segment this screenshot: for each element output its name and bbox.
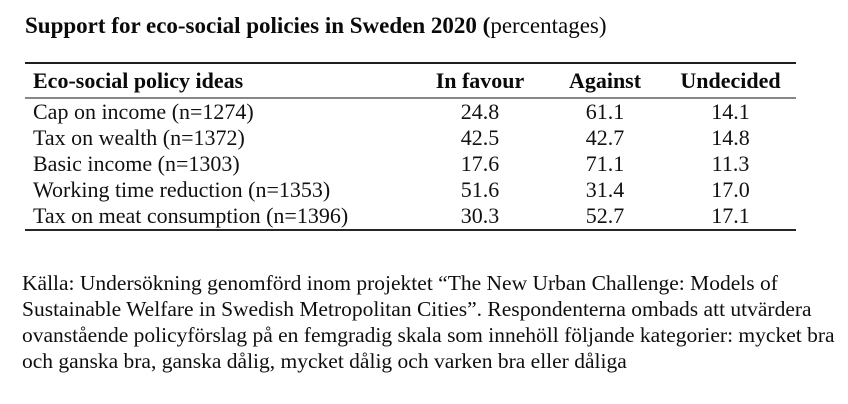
column-header-policy-ideas: Eco-social policy ideas	[25, 63, 415, 98]
undecided-value: 14.8	[711, 125, 750, 150]
source-note-line: ovanstående policyförslag på en femgradig skala som innehöll följande kategorier: mycket bra	[22, 323, 835, 347]
against-value: 52.7	[585, 203, 625, 228]
policy-label: Basic income (n=1303)	[33, 151, 240, 176]
column-header-in-favour: In favour	[415, 63, 545, 98]
against-value: 42.7	[585, 125, 625, 150]
source-note-line: Källa: Undersökning genomförd inom projektet “The New Urban Challenge: Models of	[22, 271, 778, 295]
table-header-row	[25, 63, 796, 98]
source-note	[0, 231, 848, 374]
undecided-value: 11.3	[711, 151, 750, 176]
undecided-value: 17.0	[711, 177, 750, 202]
table-row-working-time-reduction	[25, 177, 796, 203]
table-row-basic-income	[25, 151, 796, 177]
against-value: 31.4	[585, 177, 625, 202]
table-title	[0, 0, 848, 41]
table-row-cap-on-income	[25, 98, 796, 125]
policy-support-table	[25, 62, 796, 231]
source-note-line: och ganska bra, ganska dålig, mycket dålig och varken bra eller dåliga	[22, 349, 627, 373]
policy-label: Working time reduction (n=1353)	[33, 177, 331, 202]
policy-label: Tax on wealth (n=1372)	[33, 125, 245, 150]
undecided-value: 14.1	[711, 99, 750, 124]
table-row-tax-on-meat-consumption	[25, 203, 796, 230]
policy-label: Cap on income (n=1274)	[33, 99, 254, 124]
undecided-value: 17.1	[711, 203, 750, 228]
against-value: 61.1	[585, 99, 625, 124]
column-header-against: Against	[545, 63, 665, 98]
in-favour-value: 30.3	[460, 203, 500, 228]
title-regular-text: percentages)	[490, 13, 607, 38]
column-header-undecided: Undecided	[665, 63, 796, 98]
in-favour-value: 24.8	[460, 99, 500, 124]
source-note-line: Sustainable Welfare in Swedish Metropolitan Cities”. Respondenterna ombads att utvärdera	[22, 297, 812, 321]
policy-label: Tax on meat consumption (n=1396)	[33, 203, 349, 228]
against-value: 71.1	[585, 151, 625, 176]
in-favour-value: 51.6	[460, 177, 500, 202]
in-favour-value: 17.6	[460, 151, 500, 176]
title-bold-text: Support for eco-social policies in Sweden 2020 (	[25, 13, 491, 38]
table-row-tax-on-wealth	[25, 125, 796, 151]
in-favour-value: 42.5	[460, 125, 500, 150]
